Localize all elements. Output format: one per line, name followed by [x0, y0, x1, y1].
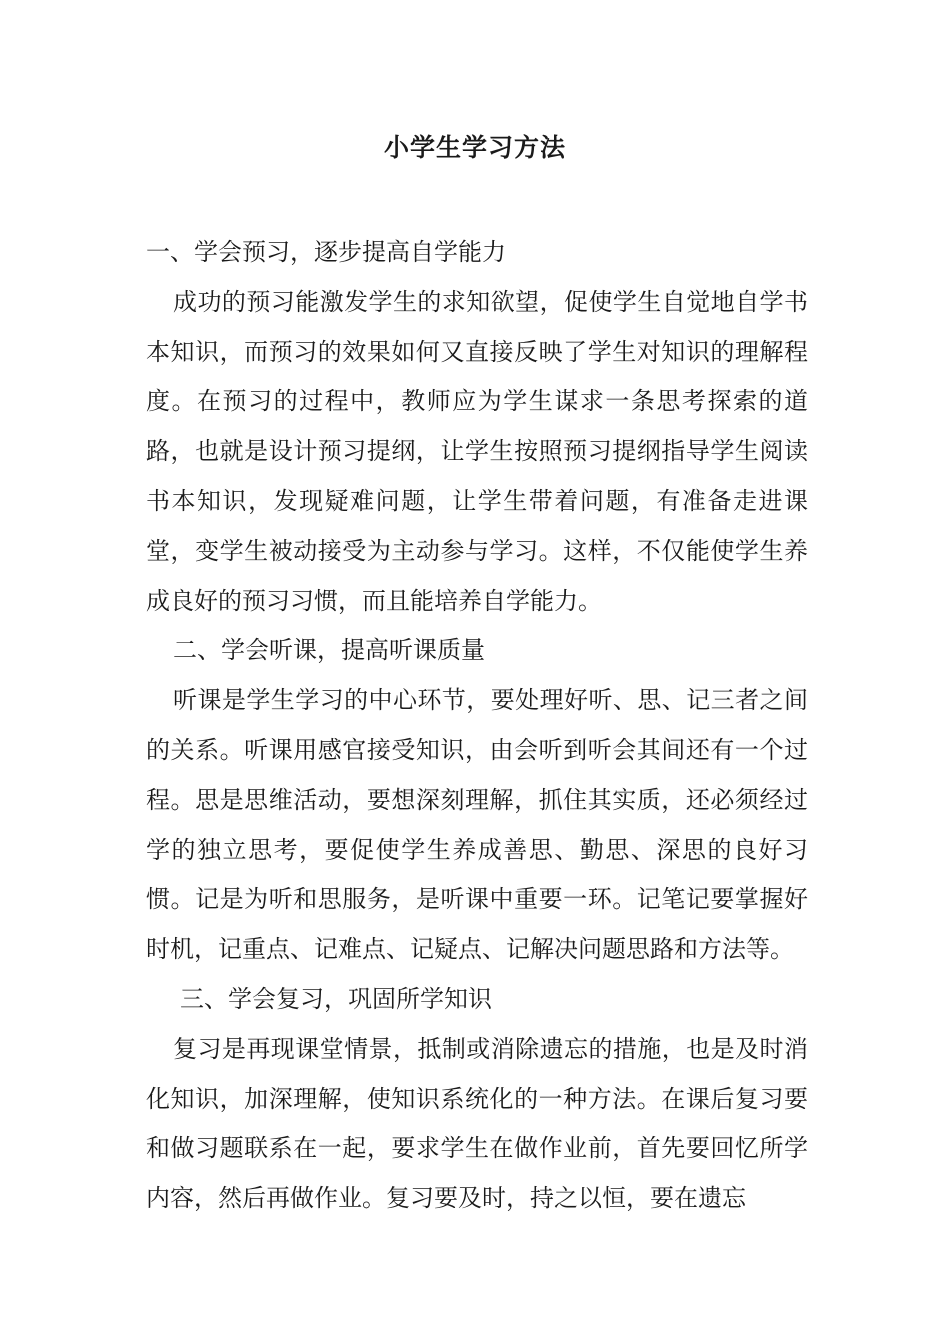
section-body-2: 听课是学生学习的中心环节，要处理好听、思、记三者之间的关系。听课用感官接受知识，由会听到听会其间还有一个过程。思是思维活动，要想深刻理解，抓住其实质，还必须经过学的独立思考，要促使学生养成善思、勤思、深思的良好习惯。记是为听和思服务，是听课中重要一环。记笔记要掌握好时机，记重点、记难点、记疑点、记解决问题思路和方法等。 — [146, 686, 808, 964]
section-body-1: 成功的预习能激发学生的求知欲望，促使学生自觉地自学书本知识，而预习的效果如何又直接反映了学生对知识的理解程度。在预习的过程中，教师应为学生谋求一条思考探索的道路，也就是设计预习提纲，让学生按照预习提纲指导学生阅读书本知识，发现疑难问题，让学生带着问题，有准备走进课堂，变学生被动接受为主动参与学习。这样，不仅能使学生养成良好的预习习惯，而且能培养自学能力。 — [146, 287, 808, 615]
section-heading-2: 二、学会听课，提高听课质量 — [173, 636, 485, 665]
document-body — [146, 228, 808, 1224]
document-title: 小学生学习方法 — [383, 133, 566, 162]
section-heading-3: 三、学会复习，巩固所学知识 — [180, 984, 492, 1013]
section-body-3: 复习是再现课堂情景，抵制或消除遗忘的措施，也是及时消化知识，加深理解，使知识系统化的一种方法。在课后复习要和做习题联系在一起，要求学生在做作业前，首先要回忆所学内容，然后再做作业。复习要及时，持之以恒，要在遗忘 — [146, 1034, 808, 1213]
section-heading-1: 一、学会预习，逐步提高自学能力 — [146, 238, 506, 266]
